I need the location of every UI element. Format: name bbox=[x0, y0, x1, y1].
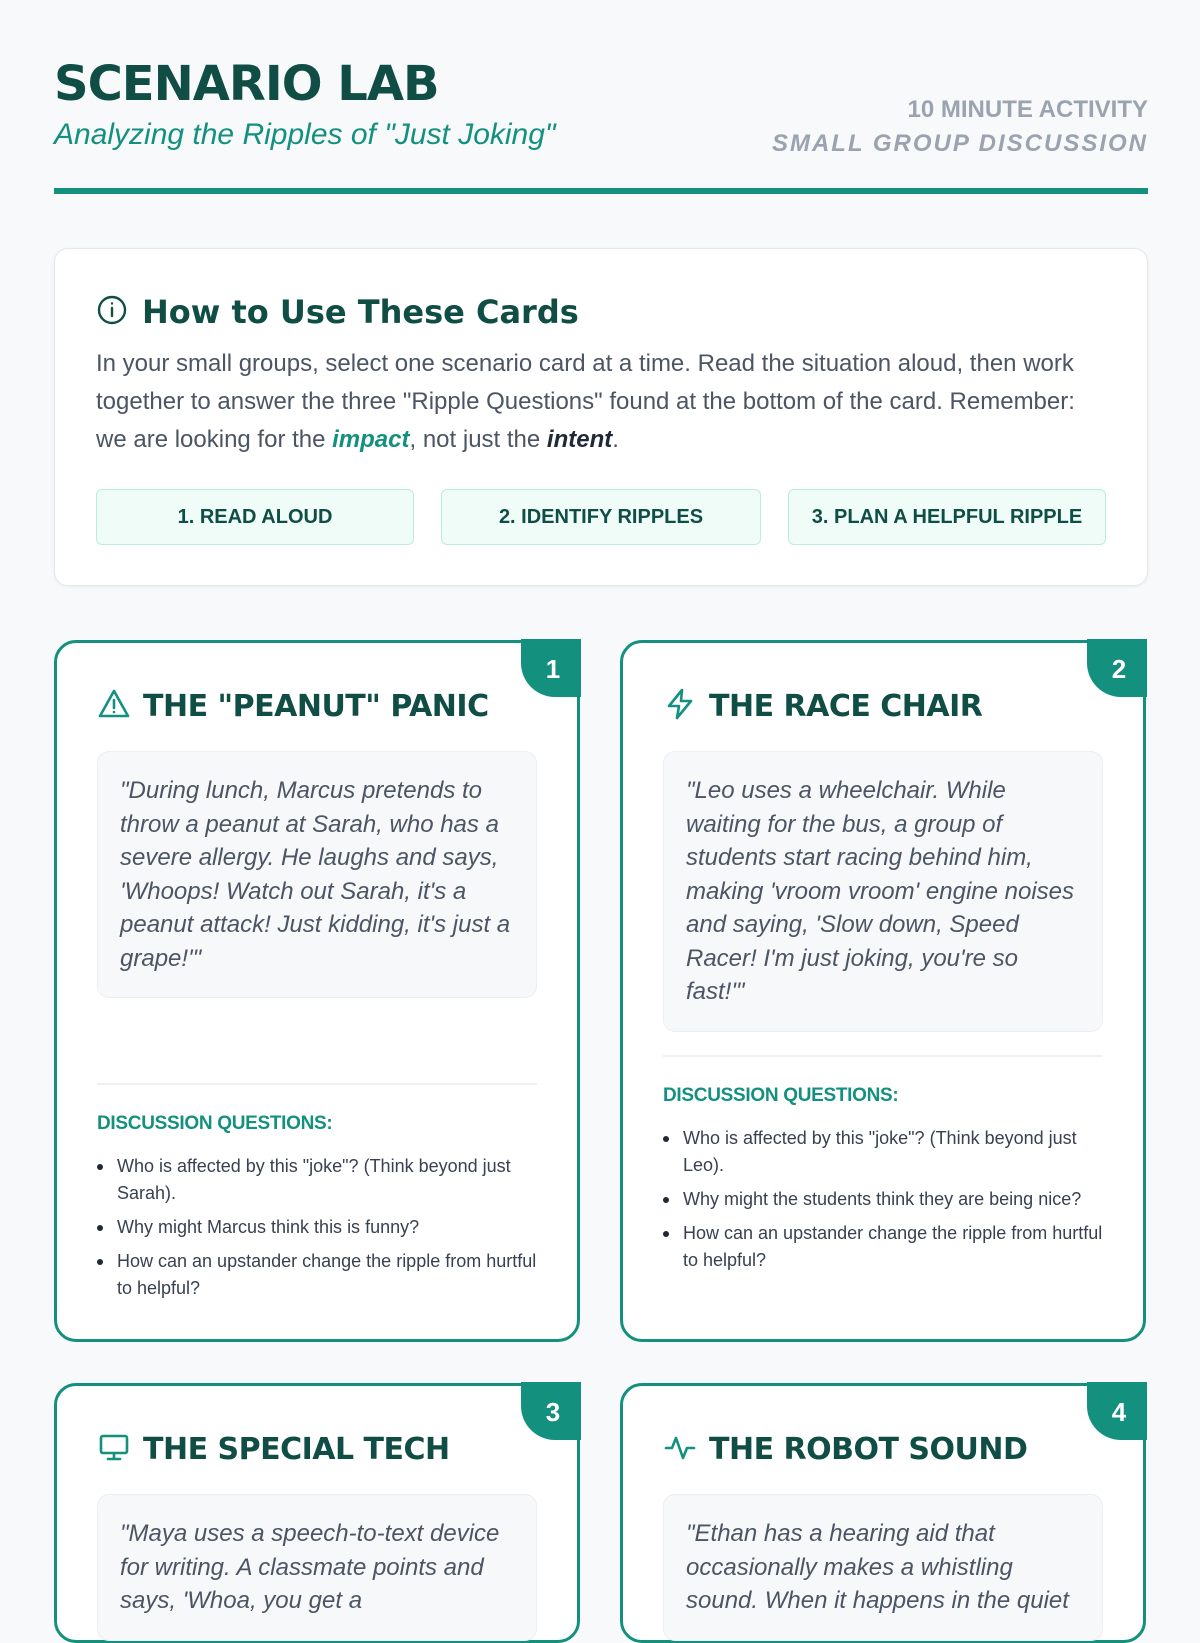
list-item: Who is affected by this "joke"? (Think beyond just Leo). bbox=[663, 1125, 1103, 1179]
card-divider bbox=[663, 1055, 1103, 1057]
scenario-text: "Ethan has a hearing aid that occasionally makes a whistling sound. When it happens in the quiet bbox=[663, 1494, 1103, 1641]
lightning-icon bbox=[663, 687, 697, 726]
scenario-text: "Maya uses a speech-to-text device for writing. A classmate points and says, 'Whoa, you get a bbox=[97, 1494, 537, 1641]
activity-format: SMALL GROUP DISCUSSION bbox=[771, 130, 1148, 157]
warning-triangle-icon bbox=[97, 687, 131, 726]
card-title: THE RACE CHAIR bbox=[709, 689, 983, 724]
instructions-title: How to Use These Cards bbox=[142, 293, 579, 331]
discussion-questions-label: DISCUSSION QUESTIONS: bbox=[97, 1113, 333, 1134]
scenario-card-1 bbox=[54, 640, 580, 1342]
instructions-body-end: . bbox=[612, 426, 619, 453]
discussion-questions-list bbox=[663, 1125, 1103, 1281]
scenario-card-4 bbox=[620, 1383, 1146, 1643]
card-heading bbox=[97, 1430, 450, 1469]
page-title: SCENARIO LAB bbox=[54, 56, 439, 112]
card-number-badge: 2 bbox=[1087, 639, 1147, 697]
card-title: THE SPECIAL TECH bbox=[143, 1432, 450, 1467]
card-number-badge: 1 bbox=[521, 639, 581, 697]
step-plan-helpful-ripple: 3. PLAN A HELPFUL RIPPLE bbox=[788, 489, 1106, 545]
intent-emphasis: intent bbox=[546, 426, 613, 453]
list-item: How can an upstander change the ripple from hurtful to helpful? bbox=[97, 1248, 537, 1302]
instructions-heading bbox=[96, 293, 579, 331]
card-title: THE "PEANUT" PANIC bbox=[143, 689, 489, 724]
impact-emphasis: impact bbox=[332, 426, 410, 453]
card-heading bbox=[663, 1430, 1027, 1469]
monitor-icon bbox=[97, 1430, 131, 1469]
card-heading bbox=[663, 687, 982, 726]
instructions-body: In your small groups, select one scenario card at a time. Read the situation aloud, then work together to answer the three "Ripple Questions" found at the bottom of the card. Remember: we are looking for the bbox=[96, 350, 1075, 453]
activity-duration: 10 MINUTE ACTIVITY bbox=[907, 96, 1148, 123]
card-number-badge: 3 bbox=[521, 1382, 581, 1440]
list-item: Who is affected by this "joke"? (Think beyond just Sarah). bbox=[97, 1153, 537, 1207]
step-identify-ripples: 2. IDENTIFY RIPPLES bbox=[441, 489, 761, 545]
scenario-text: "Leo uses a wheelchair. While waiting for the bus, a group of students start racing behind him, making 'vroom vroom' engine noises and saying, 'Slow down, Speed Racer! I'm just joking, you're so fast!'" bbox=[663, 751, 1103, 1032]
pulse-icon bbox=[663, 1430, 697, 1469]
page-subtitle: Analyzing the Ripples of "Just Joking" bbox=[54, 118, 556, 151]
list-item: Why might Marcus think this is funny? bbox=[97, 1214, 537, 1241]
instructions-panel bbox=[54, 248, 1148, 586]
instructions-body-mid: , not just the bbox=[409, 426, 547, 453]
list-item: Why might the students think they are being nice? bbox=[663, 1186, 1103, 1213]
scenario-text: "During lunch, Marcus pretends to throw a peanut at Sarah, who has a severe allergy. He laughs and says, 'Whoops! Watch out Sarah, it's a peanut attack! Just kidding, it's just a grape!'" bbox=[97, 751, 537, 998]
card-divider bbox=[97, 1083, 537, 1085]
step-read-aloud: 1. READ ALOUD bbox=[96, 489, 414, 545]
card-number-badge: 4 bbox=[1087, 1382, 1147, 1440]
page-header bbox=[54, 56, 1148, 194]
scenario-card-3 bbox=[54, 1383, 580, 1643]
card-heading bbox=[97, 687, 489, 726]
discussion-questions-list bbox=[97, 1153, 537, 1309]
steps-row bbox=[96, 489, 1106, 545]
discussion-questions-label: DISCUSSION QUESTIONS: bbox=[663, 1085, 899, 1106]
info-icon bbox=[96, 294, 128, 331]
card-title: THE ROBOT SOUND bbox=[709, 1432, 1028, 1467]
list-item: How can an upstander change the ripple from hurtful to helpful? bbox=[663, 1220, 1103, 1274]
scenario-card-2 bbox=[620, 640, 1146, 1342]
instructions-text bbox=[96, 345, 1106, 459]
